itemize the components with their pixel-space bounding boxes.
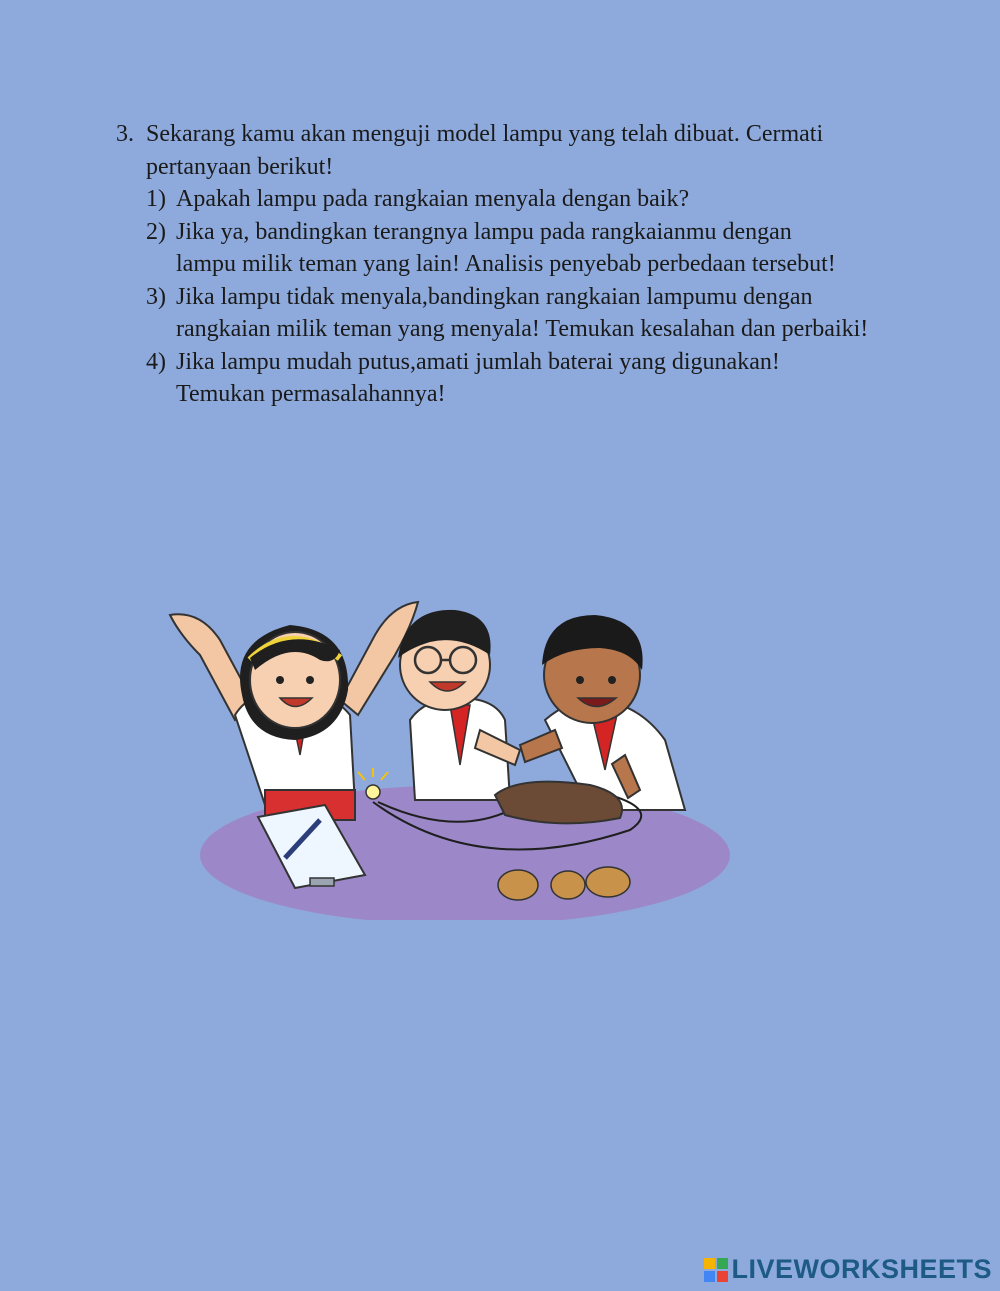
- sub-question-number: 3): [146, 283, 166, 310]
- sub-question-number: 2): [146, 218, 166, 245]
- sub-question-1: [146, 183, 896, 216]
- boy-glasses-figure: [398, 610, 520, 800]
- students-experiment-illustration: [160, 580, 740, 920]
- brand-text: LIVEWORKSHEETS: [731, 1254, 992, 1284]
- girl-figure: [170, 602, 418, 820]
- sub-question-text: Apakah lampu pada rangkaian menyala dengan baik?: [176, 186, 690, 212]
- sub-question-text: Jika lampu mudah putus,amati jumlah baterai yang digunakan! Temukan permasalahannya!: [176, 348, 780, 407]
- sub-question-text: Jika lampu tidak menyala,bandingkan rangkaian lampumu dengan rangkaian milik teman yang menyala! Temukan kesalahan dan perbaiki!: [176, 283, 869, 342]
- liveworksheets-logo-icon: [704, 1258, 728, 1282]
- sub-question-number: 4): [146, 348, 166, 375]
- question-body: [146, 118, 896, 411]
- question-block: [116, 118, 896, 411]
- question-intro: Sekarang kamu akan menguji model lampu yang telah dibuat. Cermati pertanyaan berikut!: [146, 121, 824, 180]
- potatoes: [498, 867, 630, 900]
- question-row: [116, 118, 896, 411]
- sub-question-number: 1): [146, 186, 166, 212]
- sub-question-3: [146, 281, 896, 346]
- liveworksheets-brand: [704, 1254, 992, 1285]
- sub-question-text: Jika ya, bandingkan terangnya lampu pada rangkaianmu dengan lampu milik teman yang lain! Analisis penyebab perbedaan tersebut!: [176, 218, 836, 277]
- sub-question-4: [146, 346, 896, 411]
- illustration-svg: [160, 580, 740, 920]
- question-number: 3.: [116, 121, 134, 147]
- sub-question-2: [146, 216, 896, 281]
